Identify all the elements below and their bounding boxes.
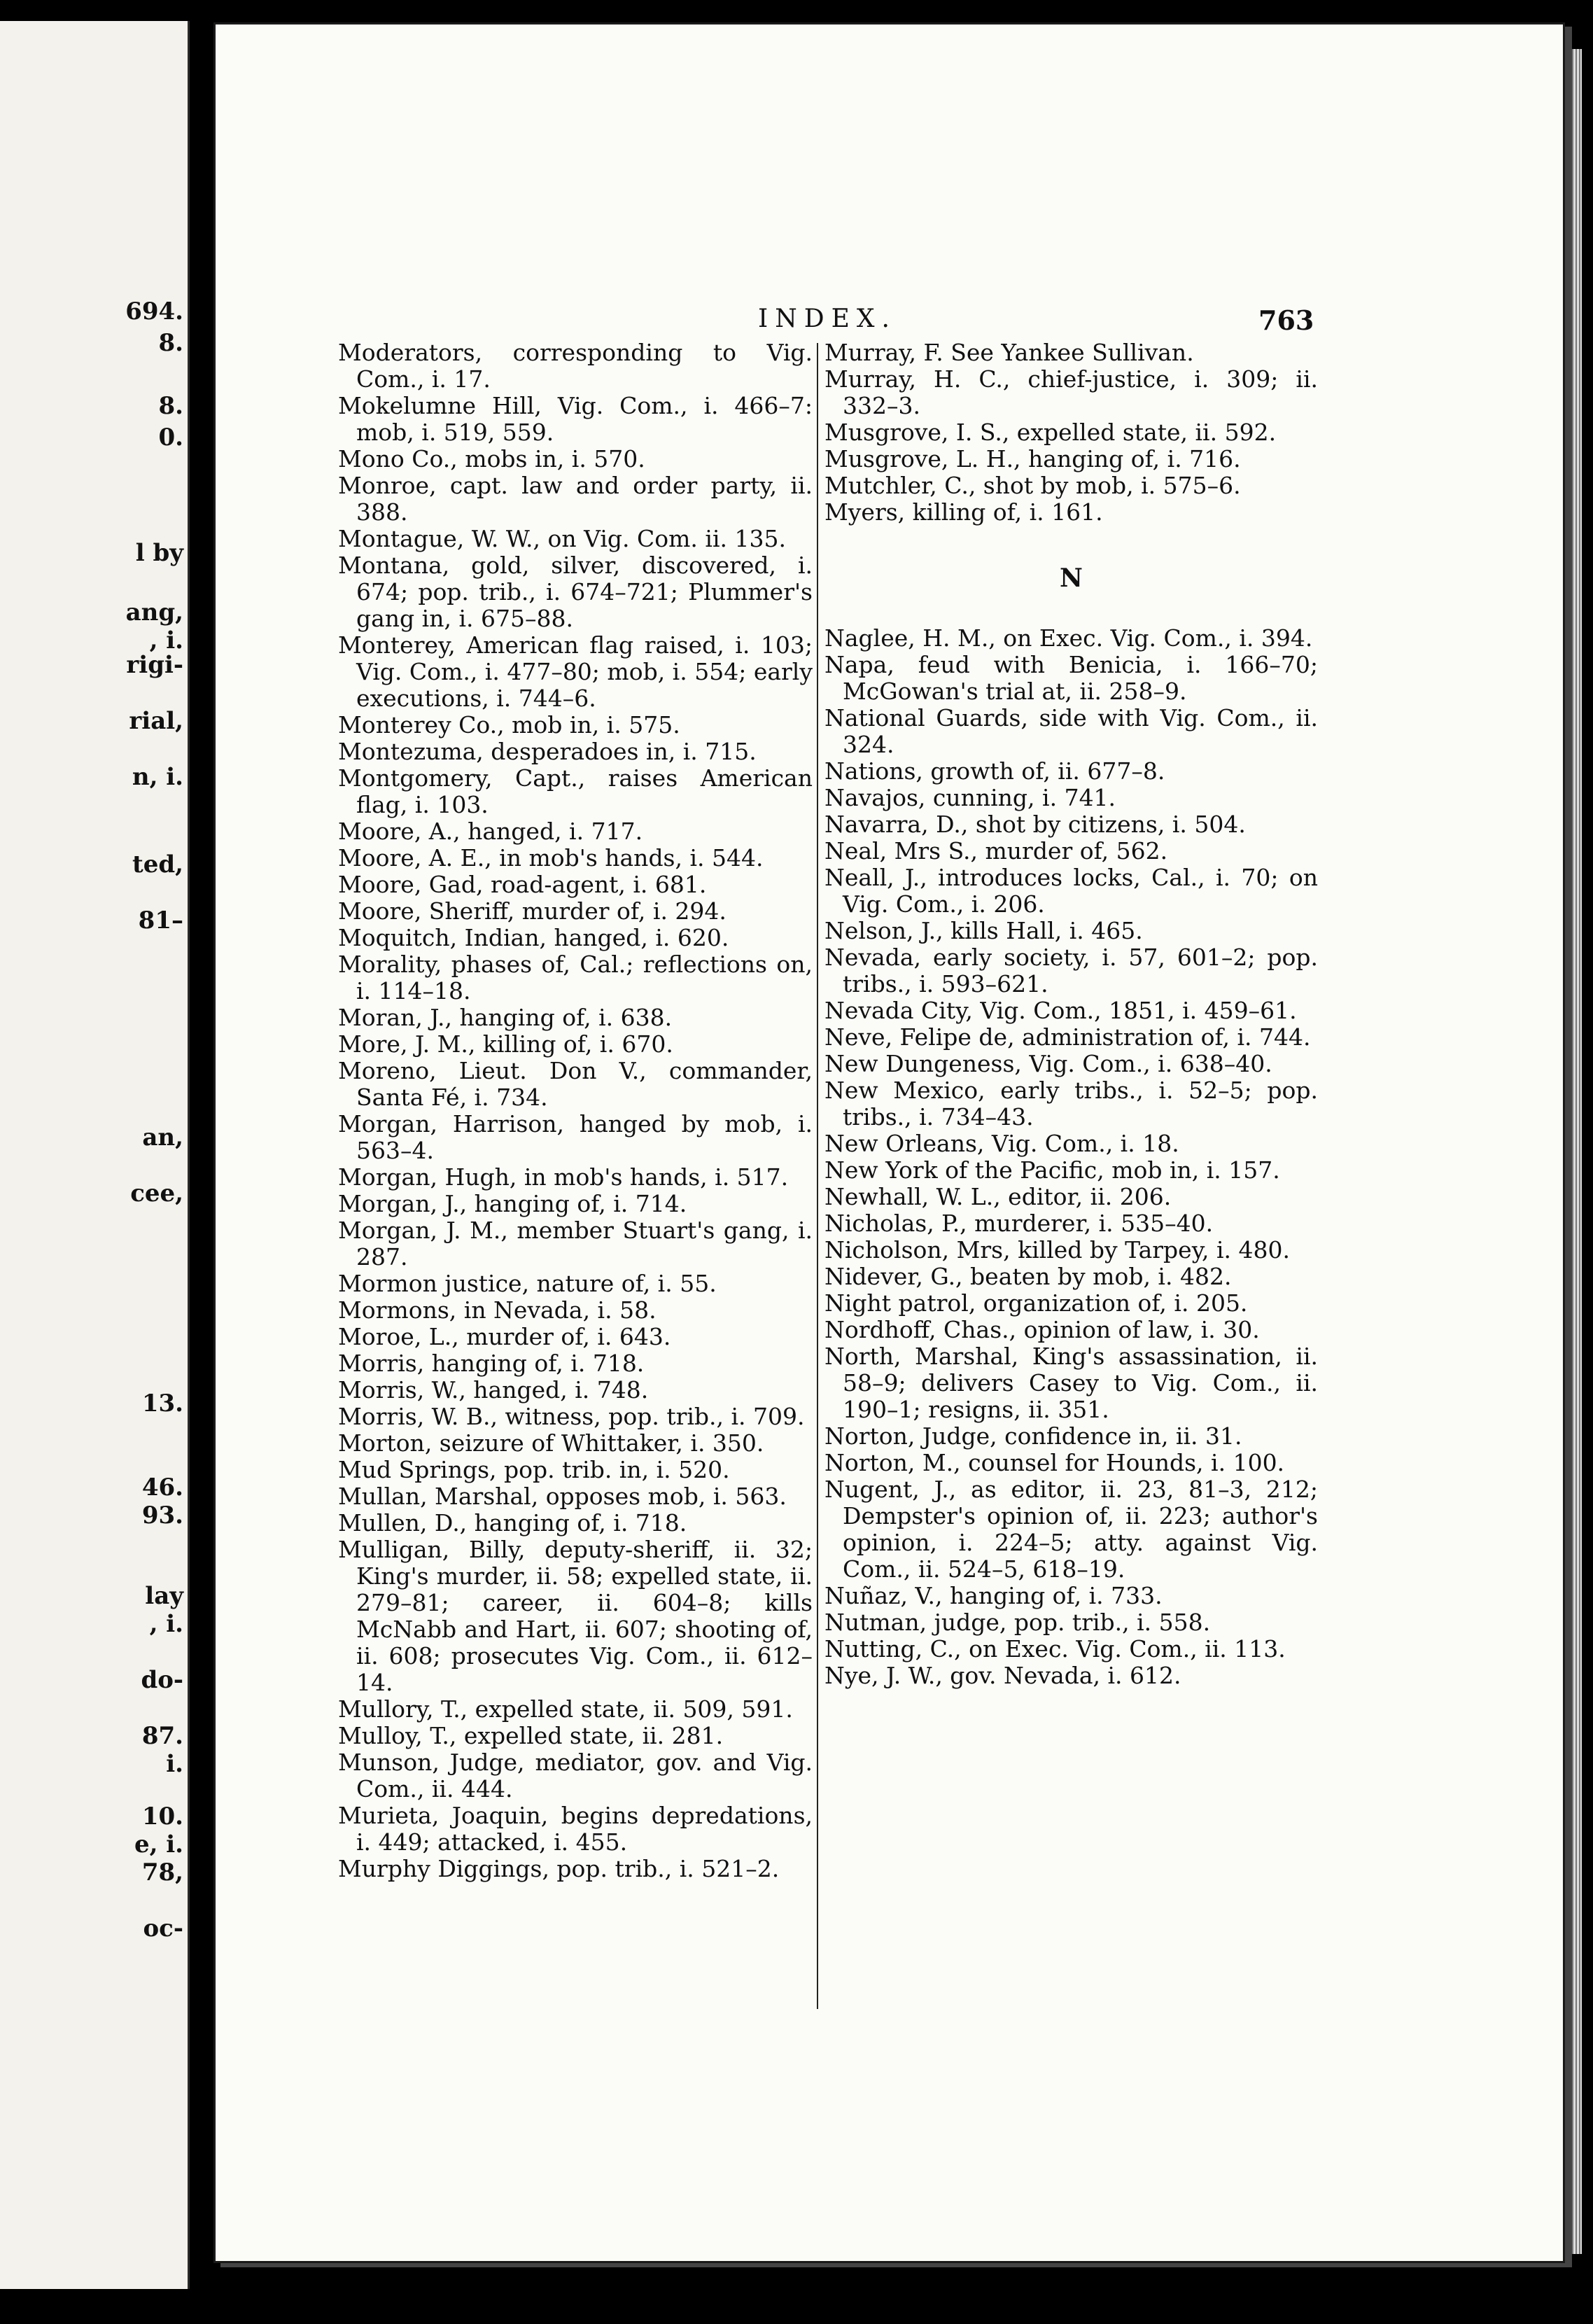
facing-page-fragment: oc- [143,1914,183,1942]
index-entry: Mormons, in Nevada, i. 58. [338,1296,657,1324]
index-entry: Nevada City, Vig. Com., 1851, i. 459–61. [824,997,1297,1024]
facing-page-fragment: 0. [158,424,183,451]
entries-letter-n [824,625,1318,1689]
facing-page-fragment: an, [142,1124,183,1152]
index-entry: Mullen, D., hanging of, i. 718. [338,1509,687,1536]
facing-page-fragment: rial, [129,707,183,735]
index-entry: Murray, H. C., chief-justice, i. 309; ii. 332–3. [824,365,1318,419]
facing-page-fragment: 13. [141,1390,183,1418]
column-divider [817,343,818,2009]
index-entry: Musgrove, I. S., expelled state, ii. 592. [824,419,1277,446]
index-entry: Naglee, H. M., on Exec. Vig. Com., i. 394. [824,624,1313,652]
running-title: INDEX. [758,304,897,333]
facing-page-fragment: ang, [125,598,183,626]
index-entry: Moore, Sheriff, murder of, i. 294. [338,897,727,925]
index-entry: Montezuma, desperadoes in, i. 715. [338,738,757,765]
index-entry: Nevada, early society, i. 57, 601–2; pop. tribs., i. 593–621. [824,944,1318,997]
index-entry: Nuñaz, V., hanging of, i. 733. [824,1582,1163,1609]
index-entry: Montana, gold, silver, discovered, i. 674; pop. trib., i. 674–721; Plummer's gang in, i. 675–88. [338,552,813,632]
index-entry: Mulligan, Billy, deputy-sheriff, ii. 32; King's murder, ii. 58; expelled state, ii. 279–81; career, ii. 604–8; kills McNabb and Hart, ii. 607; shooting of, ii. 608; prosecutes Vig. Com., ii. 612–14. [338,1536,813,1696]
index-entry: Mutchler, C., shot by mob, i. 575–6. [824,472,1241,499]
facing-page-fragment: 87. [141,1722,183,1750]
page-header [216,284,1563,336]
index-entry: More, J. M., killing of, i. 670. [338,1030,673,1058]
index-entry: Monterey Co., mob in, i. 575. [338,711,680,738]
facing-page-fragment: 694. [125,298,183,326]
index-entry: Nordhoff, Chas., opinion of law, i. 30. [824,1316,1260,1343]
facing-page-fragment: rigi- [126,651,183,679]
facing-page [0,21,190,2289]
index-entry: Nations, growth of, ii. 677–8. [824,757,1165,785]
facing-page-fragment: do- [141,1666,183,1694]
index-entry: Mullory, T., expelled state, ii. 509, 591. [338,1695,793,1723]
index-entry: Moderators, corresponding to Vig. Com., i. 17. [338,339,813,393]
page-edge [1566,49,1582,2254]
index-entry: Montgomery, Capt., raises American flag, i. 103. [338,764,813,818]
index-entry: Monterey, American flag raised, i. 103; Vig. Com., i. 477–80; mob, i. 554; early executions, i. 744–6. [338,631,813,712]
index-entry: Mullan, Marshal, opposes mob, i. 563. [338,1483,787,1510]
index-entry: Navarra, D., shot by citizens, i. 504. [824,811,1246,838]
index-entry: Moran, J., hanging of, i. 638. [338,1004,673,1031]
facing-page-fragment: lay [145,1582,183,1610]
index-entry: Neall, J., introduces locks, Cal., i. 70; on Vig. Com., i. 206. [824,864,1318,918]
index-entry: Moore, A., hanged, i. 717. [338,818,643,845]
facing-page-fragment: 78, [141,1858,183,1886]
index-entry: Nutman, judge, pop. trib., i. 558. [824,1609,1211,1636]
facing-page-fragment: 93. [141,1502,183,1530]
index-entry: Moore, Gad, road-agent, i. 681. [338,871,707,898]
index-entry: Morgan, J., hanging of, i. 714. [338,1190,687,1217]
index-entry: Monroe, capt. law and order party, ii. 388. [338,472,813,526]
index-entry: Morgan, Hugh, in mob's hands, i. 517. [338,1163,789,1191]
facing-page-fragment: 8. [158,392,183,420]
index-entry: Morris, W. B., witness, pop. trib., i. 709. [338,1403,805,1430]
facing-page-fragment: cee, [130,1180,183,1208]
facing-page-fragment: 81– [138,906,183,934]
index-entry: Morgan, J. M., member Stuart's gang, i. 287. [338,1217,813,1270]
index-page [213,22,1565,2263]
index-entry: Nelson, J., kills Hall, i. 465. [824,917,1143,944]
index-entry: Myers, killing of, i. 161. [824,498,1103,526]
index-entry: Murieta, Joaquin, begins depredations, i. 449; attacked, i. 455. [338,1802,813,1856]
index-entry: Morris, hanging of, i. 718. [338,1350,645,1377]
index-entry: Munson, Judge, mediator, gov. and Vig. Com., ii. 444. [338,1749,813,1802]
index-entry: Nicholas, P., murderer, i. 535–40. [824,1210,1214,1237]
index-column-right [824,340,1318,1689]
index-entry: North, Marshal, King's assassination, ii. 58–9; delivers Casey to Vig. Com., ii. 190–1; resigns, ii. 351. [824,1343,1318,1423]
index-entry: New Orleans, Vig. Com., i. 18. [824,1130,1179,1157]
facing-page-fragment: i. [166,1750,183,1778]
index-entry: Nye, J. W., gov. Nevada, i. 612. [824,1662,1181,1689]
section-letter: N [1060,564,1083,593]
index-entry: Nugent, J., as editor, ii. 23, 81–3, 212; Dempster's opinion of, ii. 223; author's opinion, i. 224–5; atty. against Vig. Com., ii. 524–5, 618–19. [824,1476,1318,1583]
page-number: 763 [1258,304,1314,336]
index-entry: Nicholson, Mrs, killed by Tarpey, i. 480. [824,1236,1290,1264]
index-entry: Morgan, Harrison, hanged by mob, i. 563–4. [338,1110,813,1164]
index-entry: New York of the Pacific, mob in, i. 157. [824,1156,1280,1184]
entries-letter-m [824,340,1318,526]
index-entry: Night patrol, organization of, i. 205. [824,1289,1248,1317]
index-entry: Moreno, Lieut. Don V., commander, Santa Fé, i. 734. [338,1057,813,1111]
index-entry: Nutting, C., on Exec. Vig. Com., ii. 113. [824,1635,1286,1662]
index-entry: Montague, W. W., on Vig. Com. ii. 135. [338,525,786,552]
index-entry: Mono Co., mobs in, i. 570. [338,445,645,472]
index-entry: Morris, W., hanged, i. 748. [338,1376,649,1404]
index-entry: Mokelumne Hill, Vig. Com., i. 466–7: mob, i. 519, 559. [338,392,813,446]
index-entry: Navajos, cunning, i. 741. [824,784,1116,811]
facing-page-fragment: n, i. [132,763,183,791]
index-entry: New Mexico, early tribs., i. 52–5; pop. tribs., i. 734–43. [824,1077,1318,1130]
index-entry: Moquitch, Indian, hanged, i. 620. [338,924,729,951]
facing-page-fragment: 8. [158,329,183,357]
index-entry: Murray, F. See Yankee Sullivan. [824,339,1194,366]
index-entry: Norton, M., counsel for Hounds, i. 100. [824,1449,1285,1476]
index-entry: Napa, feud with Benicia, i. 166–70; McGowan's trial at, ii. 258–9. [824,651,1318,705]
facing-page-fragment: 10. [141,1802,183,1830]
index-entry: Moroe, L., murder of, i. 643. [338,1323,671,1350]
index-entry: Morton, seizure of Whittaker, i. 350. [338,1429,764,1457]
index-entry: Murphy Diggings, pop. trib., i. 521–2. [338,1855,780,1882]
facing-page-fragment: l by [135,539,183,567]
index-entry: Morality, phases of, Cal.; reflections on, i. 114–18. [338,951,813,1004]
index-entry: Mulloy, T., expelled state, ii. 281. [338,1722,724,1749]
facing-page-fragment: , i. [149,1610,183,1638]
index-entry: National Guards, side with Vig. Com., ii. 324. [824,704,1318,758]
facing-page-fragment: ted, [132,850,183,878]
index-entry: Moore, A. E., in mob's hands, i. 544. [338,844,764,872]
facing-page-fragment: , i. [149,626,183,654]
facing-page-fragment: e, i. [134,1830,183,1858]
index-entry: Nidever, G., beaten by mob, i. 482. [824,1263,1232,1290]
index-entry: Mud Springs, pop. trib. in, i. 520. [338,1456,730,1483]
index-entry: Newhall, W. L., editor, ii. 206. [824,1183,1172,1210]
facing-page-fragment: 46. [141,1474,183,1502]
index-entry: New Dungeness, Vig. Com., i. 638–40. [824,1050,1272,1077]
index-entry: Mormon justice, nature of, i. 55. [338,1270,717,1297]
index-entry: Neal, Mrs S., murder of, 562. [824,837,1168,864]
index-column-left [338,340,813,1882]
index-entry: Neve, Felipe de, administration of, i. 744. [824,1023,1311,1051]
index-entry: Norton, Judge, confidence in, ii. 31. [824,1422,1242,1450]
index-entry: Musgrove, L. H., hanging of, i. 716. [824,445,1241,472]
